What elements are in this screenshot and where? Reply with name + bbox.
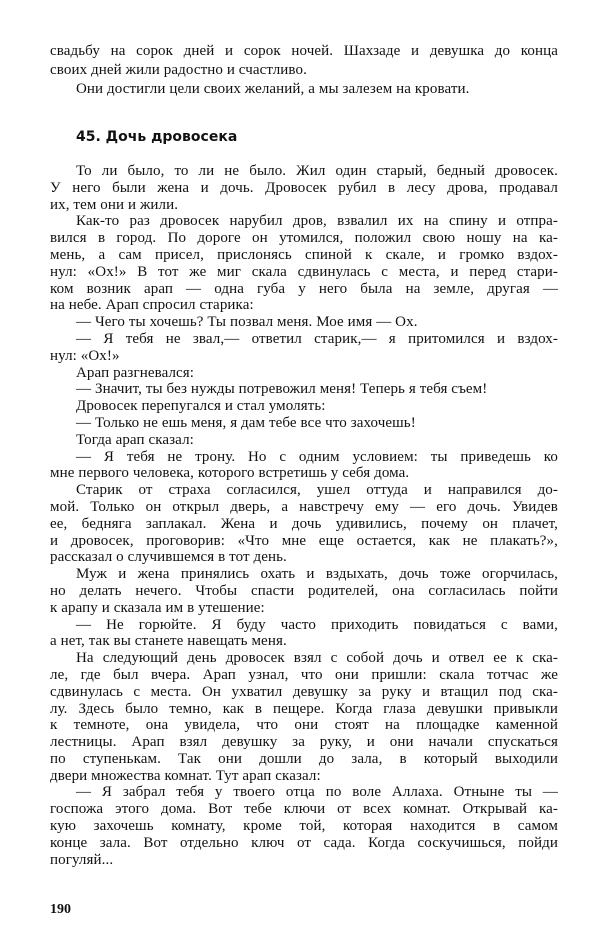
text-line: Дровосек перепугался и стал умолять: — [76, 398, 326, 415]
paragraph — [50, 331, 558, 365]
text-line: вился в город. По дороге он утомился, положил свою ношу на ка- — [50, 230, 558, 247]
paragraph — [50, 415, 558, 432]
paragraph — [50, 432, 558, 449]
paragraph — [50, 784, 558, 868]
text-line: нул: «Ох!» В тот же миг скала сдвинулась с места, и перед стари- — [50, 263, 558, 280]
chapter-heading: 45. Дочь дровосека — [76, 129, 238, 145]
text-line: а нет, так вы станете навещать меня. — [50, 633, 287, 650]
text-line: — Я забрал тебя у твоего отца по воле Аллаха. Отныне ты — — [76, 784, 558, 801]
text-line: На следующий день дровосек взял с собой дочь и отвел ее к ска- — [76, 650, 558, 667]
text-line: лестницы. Арап взял девушку за руку, и они начали спускаться — [50, 734, 558, 751]
paragraph — [50, 449, 558, 483]
paragraph — [50, 482, 558, 566]
text-line: кую захочешь комнату, кроме той, которая находится в самом — [50, 818, 558, 835]
paragraph — [50, 566, 558, 616]
paragraph — [50, 42, 558, 80]
paragraph — [50, 213, 558, 314]
text-line: конце зала. Вот отдельно ключ от сада. Когда соскучишься, пойди — [50, 834, 558, 851]
text-line: Арап разгневался: — [76, 364, 195, 381]
story-body — [50, 163, 558, 868]
paragraph — [50, 617, 558, 651]
text-line: — Я тебя не трону. Но с одним условием: ты приведешь ко — [76, 448, 558, 465]
text-line: мень, а сам присел, прислонясь спиной к скале, и громко вздох- — [50, 246, 558, 263]
text-line: — Не горюйте. Я буду часто приходить повидаться с вами, — [76, 616, 558, 633]
text-line: к арапу и сказала им в утешение: — [50, 599, 265, 616]
paragraph — [50, 163, 558, 213]
page-number: 190 — [50, 902, 71, 917]
text-line: Они достигли цели своих желаний, а мы залезем на кровати. — [76, 81, 470, 97]
text-line: ле, где был вчера. Арап узнал, что они пришли: скала тотчас же — [50, 666, 558, 683]
paragraph — [50, 398, 558, 415]
text-line: — Только не ешь меня, я дам тебе все что захочешь! — [76, 414, 416, 431]
text-line: их, тем они и жили. — [50, 196, 179, 213]
text-line: и дровосек, проговорив: «Что мне еще остается, как не плакать?», — [50, 532, 558, 549]
paragraph — [50, 381, 558, 398]
text-line: своих дней жили радостно и счастливо. — [50, 62, 307, 78]
text-line: У него были жена и дочь. Дровосек рубил в лесу дрова, продавал — [50, 179, 558, 196]
text-line: нул: «Ох!» — [50, 347, 120, 364]
text-line: по ступенькам. Так они дошли до зала, в который выходили — [50, 750, 558, 767]
text-line: — Я тебя не звал,— ответил старик,— я притомился и вздох- — [76, 330, 558, 347]
paragraph — [50, 314, 558, 331]
text-line: но делать нечего. Чтобы спасти родителей, она согласилась пойти — [50, 582, 558, 599]
text-line: мой. Только он открыл дверь, а навстречу ему — его дочь. Увидев — [50, 498, 558, 515]
text-line: госпожа этого дома. Вот тебе ключи от всех комнат. Открывай ка- — [50, 801, 558, 818]
text-line: — Значит, ты без нужды потревожил меня! Теперь я тебя съем! — [76, 381, 488, 398]
text-line: — Чего ты хочешь? Ты позвал меня. Мое имя — Ох. — [76, 314, 418, 331]
text-line: лу. Здесь было темно, как в пещере. Когда глаза девушки привыкли — [50, 700, 558, 717]
text-line: Муж и жена принялись охать и вздыхать, дочь тоже огорчилась, — [76, 566, 558, 583]
text-line: ее, бедняга заплакал. Жена и дочь удивились, почему он плачет, — [50, 515, 558, 532]
text-line: Старик от страха согласился, ушел оттуда и направился до- — [76, 482, 558, 499]
text-line: То ли было, то ли не было. Жил один старый, бедный дровосек. — [76, 163, 558, 179]
paragraph — [50, 365, 558, 382]
previous-story-ending — [50, 42, 558, 99]
text-line: Тогда арап сказал: — [76, 431, 194, 448]
text-line: на небе. Арап спросил старика: — [50, 297, 254, 314]
text-line: свадьбу на сорок дней и сорок ночей. Шахзаде и девушка до конца — [50, 43, 558, 59]
paragraph — [50, 80, 558, 99]
text-line: мне первого человека, которого встретишь у себя дома. — [50, 465, 410, 482]
text-line: к темноте, она увидела, что они стоят на площадке каменной — [50, 717, 558, 734]
text-line: сдвинулась с места. Он ухватил девушку за руку и втащил под ска- — [50, 683, 558, 700]
paragraph — [50, 650, 558, 784]
text-line: Как-то раз дровосек нарубил дров, взвалил их на спину и отпра- — [76, 213, 558, 230]
text-line: ком возник арап — одна губа у него была на земле, другая — — [50, 280, 558, 297]
text-line: двери множества комнат. Тут арап сказал: — [50, 767, 321, 784]
text-line: погуляй... — [50, 851, 114, 868]
text-line: рассказал о случившемся в тот день. — [50, 549, 287, 566]
